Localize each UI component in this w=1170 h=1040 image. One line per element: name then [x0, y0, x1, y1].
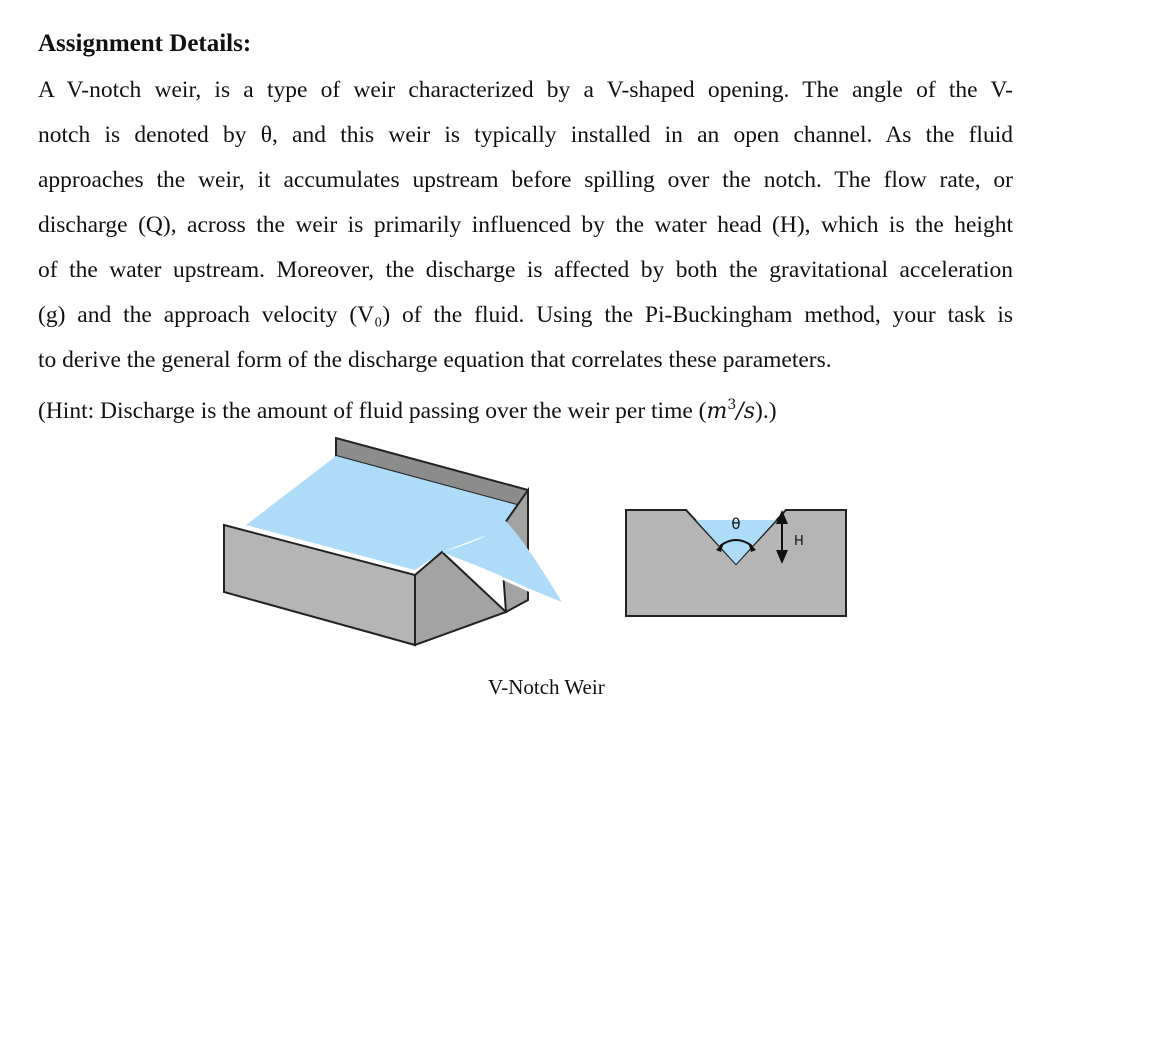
angle-label: θ [731, 515, 741, 533]
hint-math-base: m [706, 399, 728, 424]
head-label: H [794, 534, 804, 549]
paragraph-line: approaches the weir, it accumulates upstream before spilling over the notch. The flow rate, or [38, 167, 1013, 193]
hint-math-rest: /s [736, 399, 755, 424]
hint-line [38, 383, 777, 434]
hint-suffix: ).) [755, 398, 777, 424]
paragraph-line: discharge (Q), across the weir is primarily influenced by the water head (H), which is the height [38, 212, 1013, 238]
hint-prefix: (Hint: Discharge is the amount of fluid passing over the weir per time ( [38, 398, 707, 424]
v-notch-weir-figure [210, 430, 870, 660]
paragraph-line: notch is denoted by θ, and this weir is typically installed in an open channel. As the fluid [38, 122, 1013, 148]
paragraph-line: (g) and the approach velocity (V₀) of the fluid. Using the Pi-Buckingham method, your task is [38, 302, 1013, 328]
paragraph-line: to derive the general form of the discharge equation that correlates these parameters. [38, 347, 832, 373]
assignment-paragraph [38, 68, 1013, 383]
hint-math-exponent: 3 [727, 397, 737, 413]
paragraph-line: of the water upstream. Moreover, the discharge is affected by both the gravitational acceleration [38, 257, 1013, 283]
paragraph-line: A V-notch weir, is a type of weir characterized by a V-shaped opening. The angle of the V- [38, 77, 1013, 103]
figure-caption: V-Notch Weir [488, 675, 605, 699]
hint-math [707, 399, 756, 424]
assignment-heading: Assignment Details: [38, 30, 252, 57]
